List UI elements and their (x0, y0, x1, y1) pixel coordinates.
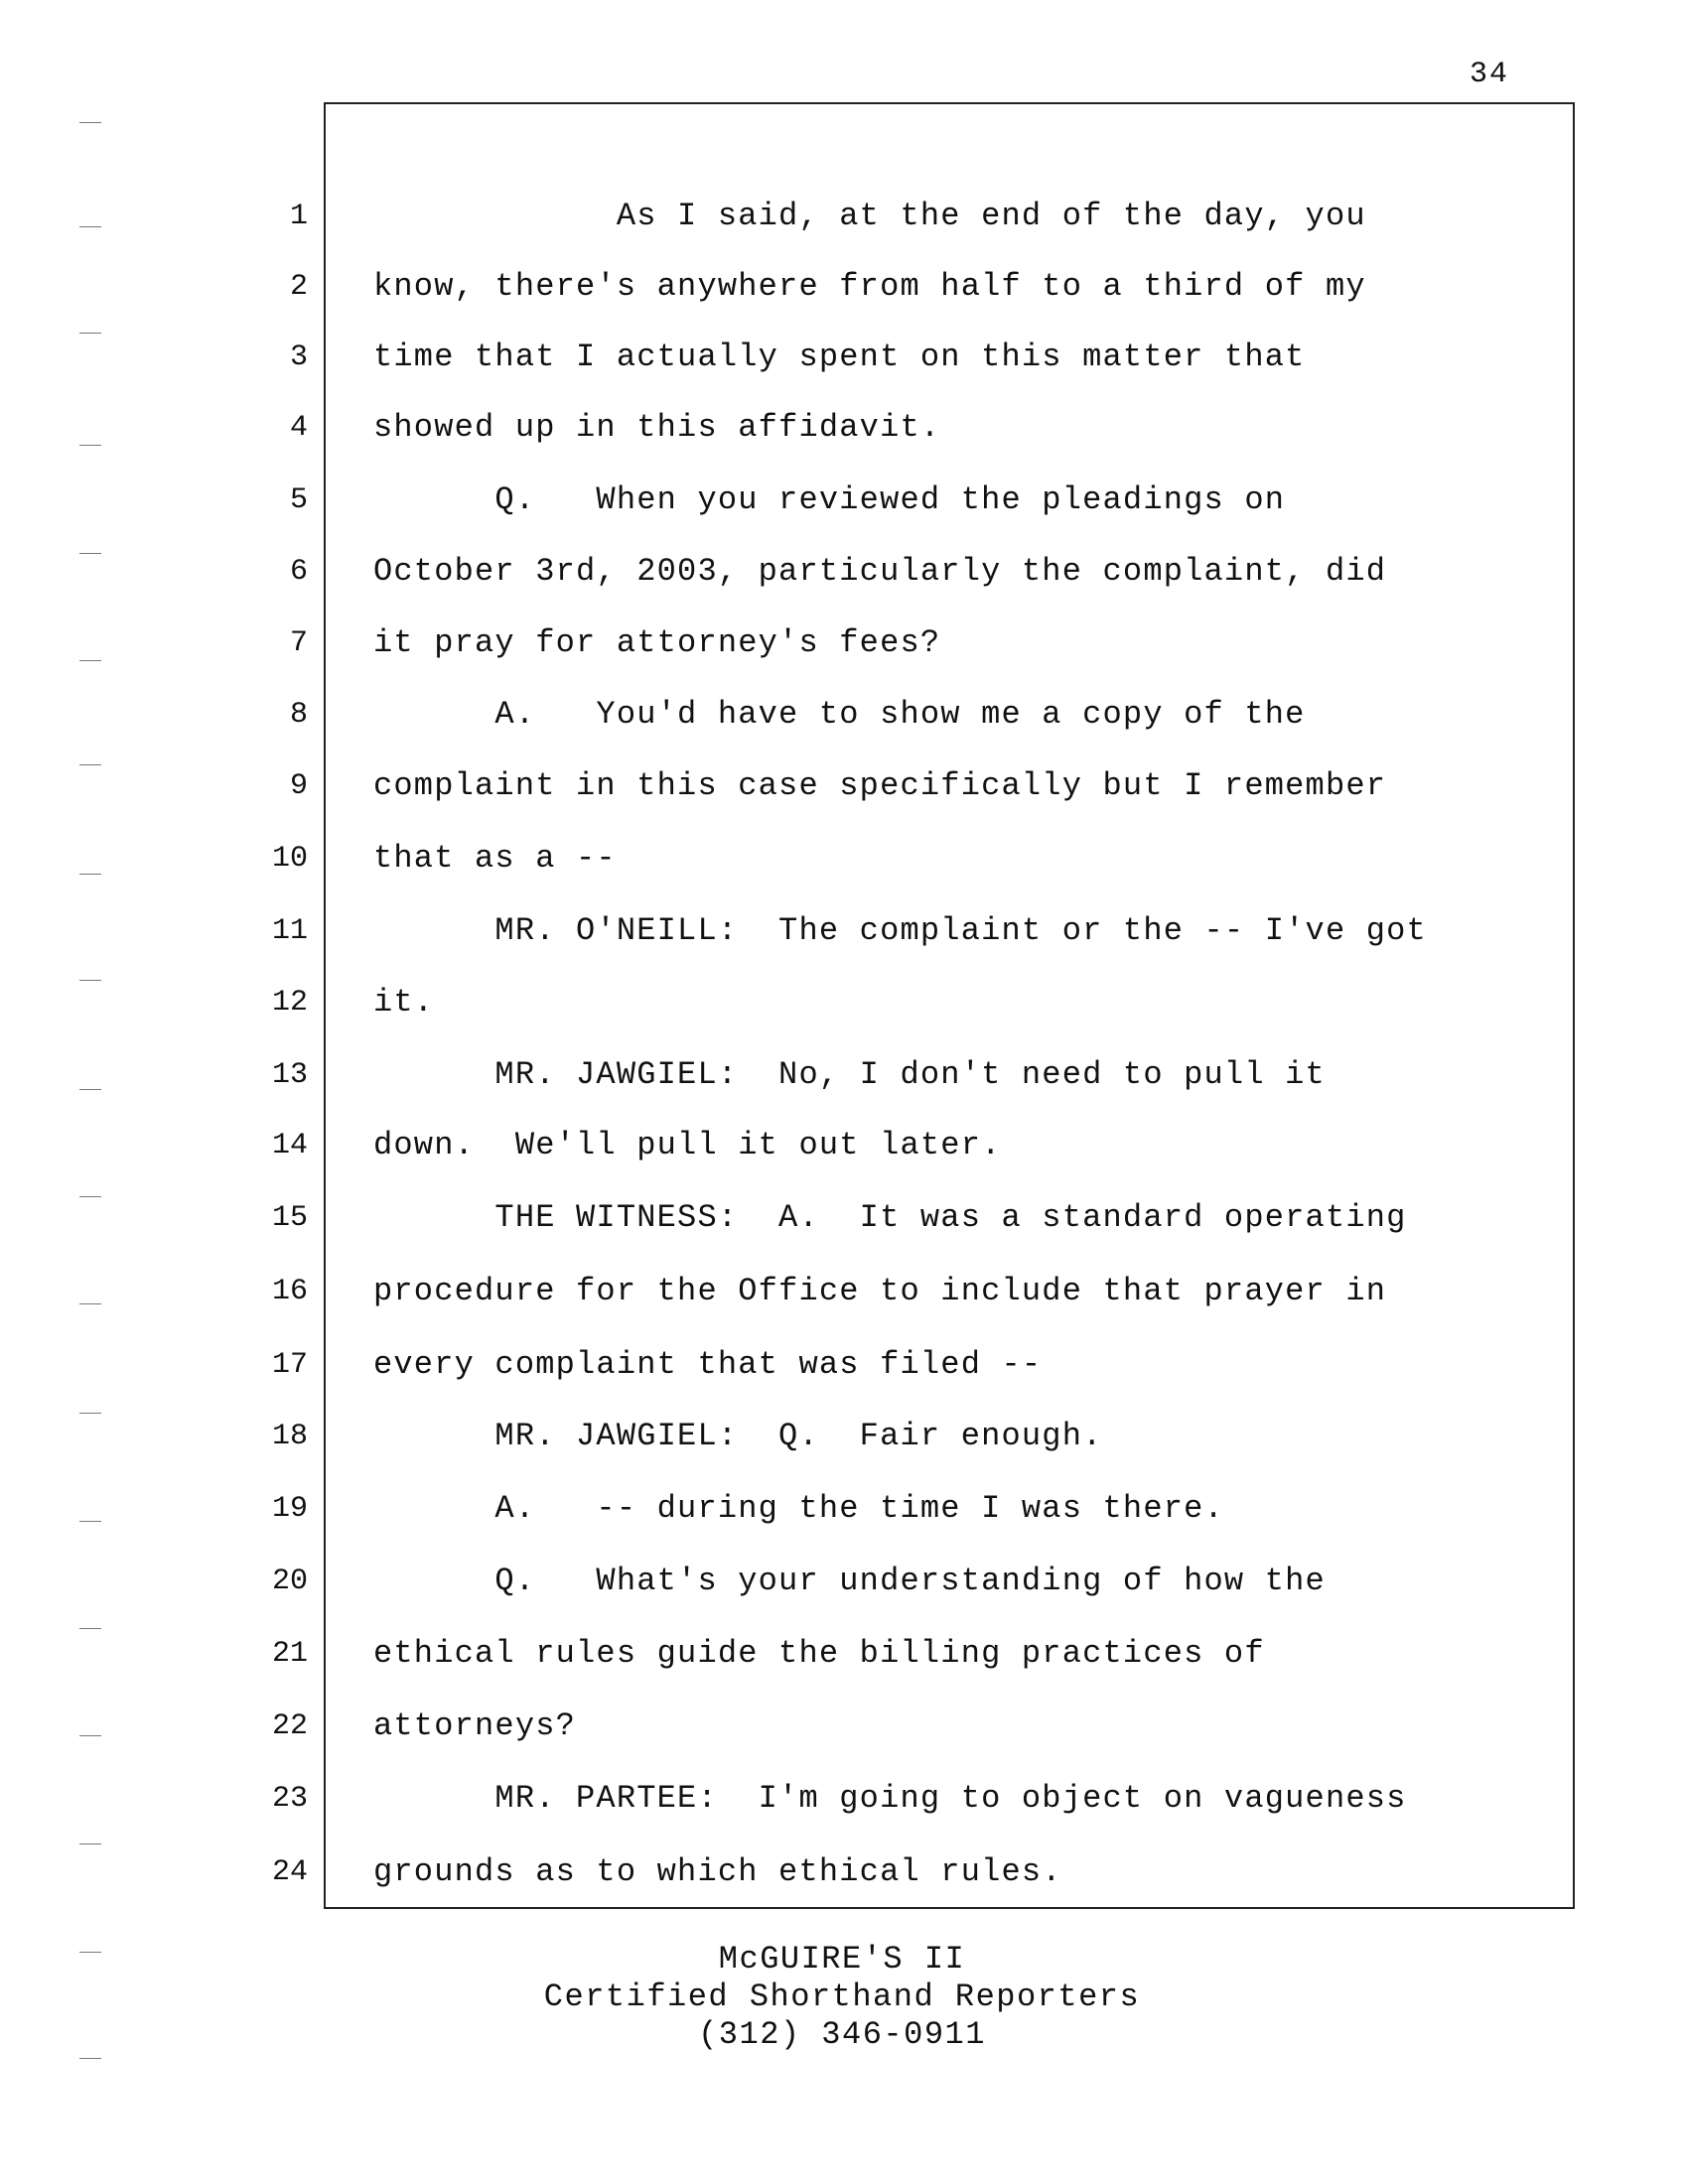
margin-tick (79, 1843, 101, 1844)
margin-tick (79, 226, 101, 227)
line-number: 12 (271, 986, 308, 1020)
reporter-name: McGUIRE'S II (718, 1941, 966, 1978)
line-number: 24 (271, 1855, 308, 1889)
reporter-title: Certified Shorthand Reporters (543, 1979, 1141, 2015)
margin-tick (79, 553, 101, 554)
line-number: 18 (271, 1420, 308, 1453)
transcript-line: showed up in this affidavit. (373, 409, 941, 446)
line-number: 22 (271, 1709, 308, 1743)
transcript-line: Q. What's your understanding of how the (373, 1563, 1326, 1599)
margin-tick (79, 764, 101, 765)
line-number: 20 (271, 1565, 308, 1598)
line-number: 2 (289, 270, 308, 304)
line-number: 8 (289, 698, 308, 732)
line-number: 3 (289, 341, 308, 374)
margin-tick (79, 445, 101, 446)
margin-tick (79, 1303, 101, 1304)
margin-tick (79, 1413, 101, 1414)
line-number: 17 (271, 1348, 308, 1382)
line-number: 13 (271, 1058, 308, 1092)
line-number: 10 (271, 842, 308, 876)
line-number: 14 (271, 1129, 308, 1162)
line-number: 19 (271, 1492, 308, 1526)
reporter-phone: (312) 346-0911 (698, 2016, 986, 2053)
transcript-line: complaint in this case specifically but I remember (373, 767, 1387, 804)
transcript-line: know, there's anywhere from half to a third of my (373, 268, 1366, 305)
line-number: 5 (289, 483, 308, 517)
transcript-line: A. -- during the time I was there. (373, 1490, 1224, 1527)
transcript-line: it. (373, 984, 435, 1021)
margin-tick (79, 1521, 101, 1522)
line-number: 4 (289, 411, 308, 445)
margin-tick (79, 1196, 101, 1197)
margin-tick (79, 1089, 101, 1090)
transcript-line: MR. PARTEE: I'm going to object on vagueness (373, 1780, 1407, 1817)
margin-tick (79, 874, 101, 875)
line-number: 9 (289, 769, 308, 803)
transcript-line: As I said, at the end of the day, you (373, 198, 1366, 234)
transcript-line: down. We'll pull it out later. (373, 1127, 1002, 1163)
transcript-line: A. You'd have to show me a copy of the (373, 696, 1306, 733)
transcript-line: procedure for the Office to include that prayer in (373, 1273, 1387, 1309)
transcript-line: MR. JAWGIEL: Q. Fair enough. (373, 1418, 1103, 1454)
line-number: 11 (271, 914, 308, 948)
transcript-line: time that I actually spent on this matter that (373, 339, 1306, 375)
margin-tick (79, 1735, 101, 1736)
transcript-line: every complaint that was filed -- (373, 1346, 1043, 1383)
margin-tick (79, 660, 101, 661)
transcript-line: it pray for attorney's fees? (373, 624, 941, 661)
line-number: 23 (271, 1782, 308, 1816)
margin-tick (79, 980, 101, 981)
margin-tick (79, 2058, 101, 2059)
transcript-line: THE WITNESS: A. It was a standard operating (373, 1199, 1407, 1236)
margin-tick (79, 1628, 101, 1629)
line-number: 15 (271, 1201, 308, 1235)
line-number: 1 (289, 200, 308, 233)
line-number: 21 (271, 1637, 308, 1671)
margin-tick (79, 333, 101, 334)
transcript-line: ethical rules guide the billing practices of (373, 1635, 1265, 1672)
page-number: 34 (1470, 58, 1510, 91)
transcript-line: grounds as to which ethical rules. (373, 1853, 1062, 1890)
line-number: 6 (289, 555, 308, 589)
transcript-line: Q. When you reviewed the pleadings on (373, 481, 1286, 518)
transcript-line: MR. JAWGIEL: No, I don't need to pull it (373, 1056, 1326, 1093)
transcript-line: attorneys? (373, 1707, 577, 1744)
transcript-line: October 3rd, 2003, particularly the complaint, did (373, 553, 1387, 590)
line-number: 7 (289, 626, 308, 660)
transcript-line: that as a -- (373, 840, 617, 877)
line-number: 16 (271, 1275, 308, 1308)
margin-tick (79, 122, 101, 123)
transcript-line: MR. O'NEILL: The complaint or the -- I've got (373, 912, 1427, 949)
